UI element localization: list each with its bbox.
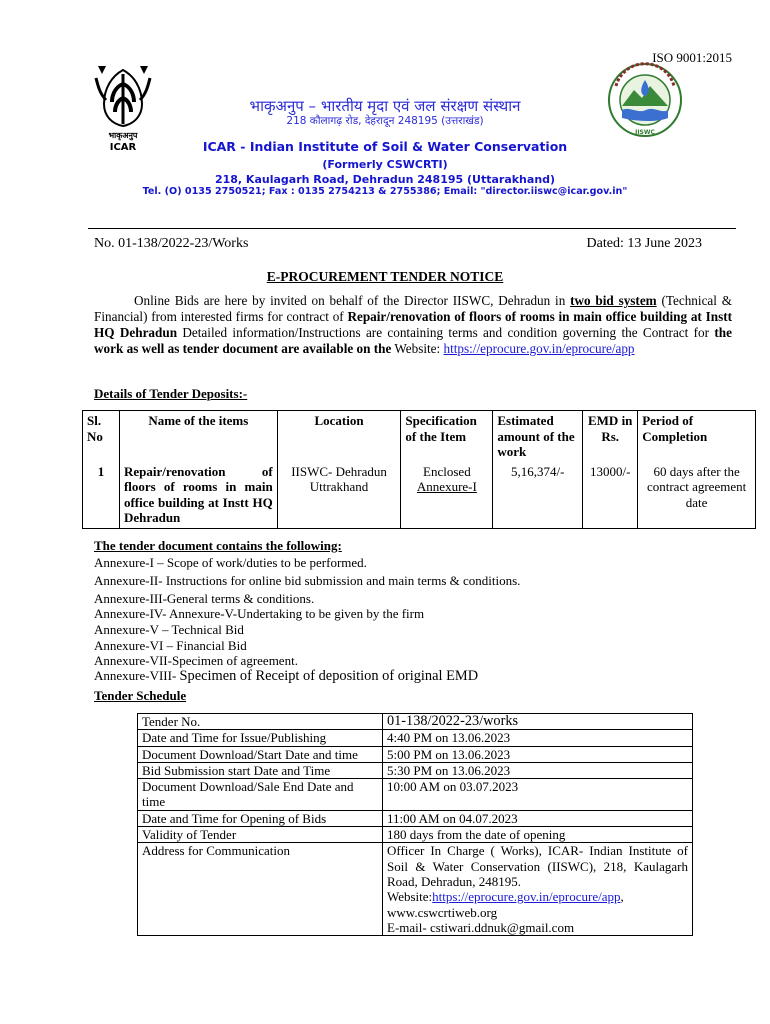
cell-name: Repair/renovation of floors of rooms in main office building at Instt HQ Dehradun	[119, 462, 277, 529]
col-name: Name of the items	[119, 411, 277, 462]
alt-website: www.cswcrtiweb.org	[387, 904, 498, 920]
annexure-viii-text: Specimen of Receipt of deposition of original EMD	[179, 668, 479, 684]
website-comma: ,	[620, 889, 624, 905]
bid-system: two bid system	[570, 293, 657, 308]
spec-annexure-link[interactable]: Annexure-I	[416, 479, 477, 494]
header-divider	[88, 228, 736, 229]
notice-text-3: Detailed information/Instructions are containing terms and condition governing the Contract for	[177, 325, 715, 340]
schedule-value	[383, 843, 693, 936]
schedule-value: 5:30 PM on 13.06.2023	[383, 762, 693, 778]
table-row	[138, 714, 693, 730]
list-item: Annexure-III-General terms & conditions.	[94, 591, 315, 606]
notice-text-1: Online Bids are here by invited on behalf of the Director IISWC, Dehradun in	[134, 293, 571, 308]
list-item: Annexure-II- Instructions for online bid submission and main terms & conditions.	[94, 573, 521, 588]
table-row	[138, 827, 693, 843]
schedule-heading: Tender Schedule	[94, 688, 187, 703]
deposits-header-row	[83, 411, 756, 462]
communication-address: Officer In Charge ( Works), ICAR- Indian Institute of Soil & Water Conservation (IISWC), 218, Kaulagarh Road, Dehradun, 248195.	[387, 843, 688, 889]
col-sl: Sl. No	[83, 411, 120, 462]
list-item	[94, 668, 478, 684]
schedule-label: Bid Submission start Date and Time	[138, 762, 383, 778]
deposits-heading: Details of Tender Deposits:-	[94, 386, 248, 401]
annexure-viii-label: Annexure-VIII-	[94, 668, 180, 683]
contact-email: E-mail- cstiwari.ddnuk@gmail.com	[387, 919, 575, 935]
institute-details	[130, 157, 640, 187]
list-item: Annexure-I – Scope of work/duties to be performed.	[94, 555, 367, 570]
schedule-label: Date and Time for Issue/Publishing	[138, 730, 383, 746]
schedule-label: Address for Communication	[138, 843, 383, 936]
table-row	[138, 810, 693, 826]
icar-logo-text: ICAR	[109, 142, 137, 153]
spec-enclosed: Enclosed	[423, 463, 471, 479]
schedule-table	[137, 713, 693, 936]
schedule-value: 01-138/2022-23/works	[383, 714, 693, 730]
col-location: Location	[277, 411, 401, 462]
deposits-table	[82, 410, 756, 529]
reference-number: No. 01-138/2022-23/Works	[94, 236, 249, 251]
schedule-eprocure-link[interactable]: https://eprocure.gov.in/eprocure/app	[432, 889, 621, 905]
table-row	[83, 462, 756, 529]
list-item: Annexure-V – Technical Bid	[94, 622, 244, 637]
notice-text-4: Website:	[391, 341, 444, 356]
work-name: Repair/renovation of floors of rooms in main office building at Instt HQ Dehradun	[94, 309, 732, 340]
contact-line: Tel. (O) 0135 2750521; Fax : 0135 2754213 & 2755386; Email: "director.iiswc@icar.gov.in"	[142, 186, 628, 197]
schedule-value: 5:00 PM on 13.06.2023	[383, 746, 693, 762]
eprocure-link[interactable]: https://eprocure.gov.in/eprocure/app	[443, 341, 635, 356]
col-spec: Specification of the Item	[401, 411, 493, 462]
table-row	[138, 779, 693, 811]
cell-estimate: 5,16,374/-	[493, 462, 583, 529]
col-period: Period of Completion	[638, 411, 756, 462]
col-emd: EMD in Rs.	[583, 411, 638, 462]
schedule-label: Date and Time for Opening of Bids	[138, 810, 383, 826]
schedule-label: Tender No.	[138, 714, 383, 730]
cell-sl: 1	[83, 462, 120, 529]
schedule-label: Document Download/Start Date and time	[138, 746, 383, 762]
list-item: Annexure-VI – Financial Bid	[94, 638, 247, 653]
schedule-value: 180 days from the date of opening	[383, 827, 693, 843]
iiswc-logo	[598, 62, 693, 142]
website-label: Website:	[387, 889, 433, 905]
cell-spec	[401, 462, 493, 529]
iiswc-logo-text: IISWC	[635, 129, 655, 136]
notice-title: E-PROCUREMENT TENDER NOTICE	[266, 269, 504, 284]
schedule-value: 4:40 PM on 13.06.2023	[383, 730, 693, 746]
table-row	[138, 730, 693, 746]
iso-certification: ISO 9001:2015	[652, 50, 732, 65]
schedule-value: 10:00 AM on 03.07.2023	[383, 779, 693, 811]
notice-paragraph	[94, 293, 732, 357]
notice-text-2: (Technical & Financial) from interested firms for contract of	[94, 293, 733, 324]
notice-bold-text: the work as well as tender document are available on the	[94, 325, 732, 356]
schedule-label: Document Download/Sale End Date and time	[138, 779, 383, 811]
table-row	[138, 762, 693, 778]
svg-text:भाकृअनुप: भाकृअनुप	[108, 131, 138, 140]
schedule-value: 11:00 AM on 04.07.2023	[383, 810, 693, 826]
formerly-name: (Formerly CSWCRTI)	[322, 158, 448, 171]
cell-emd: 13000/-	[583, 462, 638, 529]
cell-location: IISWC- Dehradun Uttrakhand	[277, 462, 401, 529]
table-row	[138, 746, 693, 762]
document-date: Dated: 13 June 2023	[586, 236, 702, 251]
cell-period: 60 days after the contract agreement date	[638, 462, 756, 529]
list-item: Annexure-VII-Specimen of agreement.	[94, 653, 298, 668]
list-item: Annexure-IV- Annexure-V-Undertaking to be given by the firm	[94, 606, 425, 621]
institute-name: ICAR - Indian Institute of Soil & Water Conservation	[202, 139, 568, 154]
table-row	[138, 843, 693, 936]
institute-address: 218, Kaulagarh Road, Dehradun 248195 (Uttarakhand)	[214, 173, 556, 186]
col-estimate: Estimated amount of the work	[493, 411, 583, 462]
contents-heading: The tender document contains the following:	[94, 538, 342, 553]
institute-address-hindi: 218 कौलागढ़ रोड, देहरादून 248195 (उत्तराखंड)	[286, 115, 484, 127]
institute-name-hindi: भाकृअनुप – भारतीय मृदा एवं जल संरक्षण संस्थान	[249, 97, 521, 115]
schedule-label: Validity of Tender	[138, 827, 383, 843]
